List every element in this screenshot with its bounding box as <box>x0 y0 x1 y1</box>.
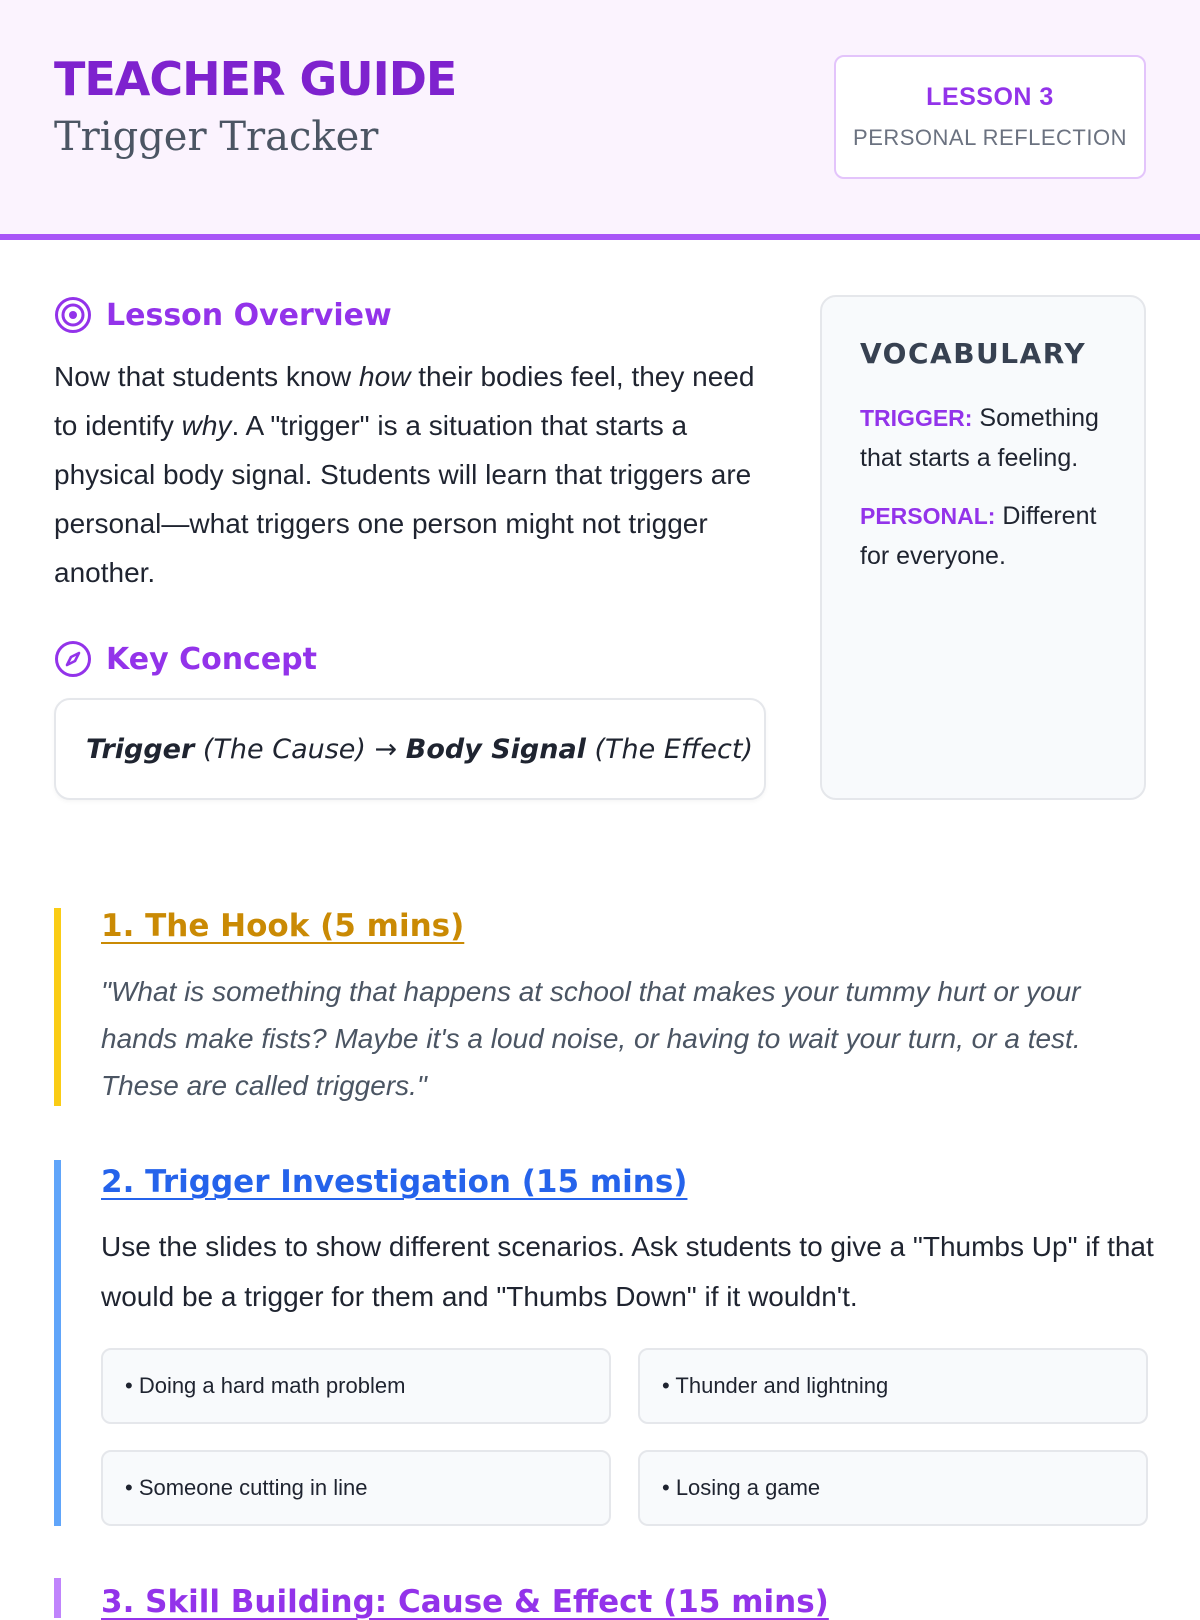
step-accent-bar <box>54 908 61 1106</box>
lesson-type: PERSONAL REFLECTION <box>853 125 1127 150</box>
compass-icon <box>54 640 92 678</box>
investigation-description: Use the slides to show different scenarios. Ask students to give a "Thumbs Up" if that would be a trigger for them and "Thumbs Down" if it wouldn't. <box>101 1231 1154 1312</box>
hook-quote: "What is something that happens at school that makes your tummy hurt or your hands make fists? Maybe it's a loud noise, or having to wait your turn, or a test. These are called triggers." <box>101 976 1081 1101</box>
vocabulary-definition: Something that starts a feeling. <box>860 404 1099 472</box>
key-concept-heading <box>54 640 317 678</box>
overview-heading-label: Lesson Overview <box>106 297 392 333</box>
lesson-badge <box>834 55 1146 179</box>
step-title: 1. The Hook (5 mins) <box>101 908 465 944</box>
cause-note: (The Cause) → <box>194 733 406 765</box>
step-title: 2. Trigger Investigation (15 mins) <box>101 1164 688 1200</box>
step-title: 3. Skill Building: Cause & Effect (15 mins) <box>101 1584 829 1620</box>
vocabulary-term: PERSONAL: <box>860 503 996 529</box>
page-title: TEACHER GUIDE <box>54 52 457 106</box>
step-accent-bar <box>54 1160 61 1526</box>
effect-term: Body Signal <box>405 733 586 765</box>
overview-heading <box>54 296 392 334</box>
scenario-card: • Doing a hard math problem <box>101 1348 611 1424</box>
page-subtitle: Trigger Tracker <box>54 114 379 160</box>
step-accent-bar <box>54 1578 61 1618</box>
target-icon <box>54 296 92 334</box>
overview-text: Now that students know how their bodies feel, they need to identify why. A "trigger" is a situation that starts a physical body signal. Students will learn that triggers are personal—what triggers one person might not trigger another. <box>54 361 755 588</box>
cause-term: Trigger <box>86 733 195 765</box>
vocabulary-item <box>860 398 1106 478</box>
vocabulary-heading: VOCABULARY <box>860 337 1087 370</box>
key-concept-box <box>54 698 766 800</box>
scenario-card: • Someone cutting in line <box>101 1450 611 1526</box>
vocabulary-term: TRIGGER: <box>860 405 973 431</box>
vocabulary-item <box>860 496 1106 576</box>
page-header <box>0 0 1200 240</box>
lesson-number: LESSON 3 <box>926 83 1054 111</box>
scenario-card: • Losing a game <box>638 1450 1148 1526</box>
effect-note: (The Effect) <box>585 733 753 765</box>
scenario-card: • Thunder and lightning <box>638 1348 1148 1424</box>
vocabulary-card <box>820 295 1146 800</box>
key-concept-heading-label: Key Concept <box>106 641 317 677</box>
vocabulary-definition: Different for everyone. <box>860 502 1097 570</box>
